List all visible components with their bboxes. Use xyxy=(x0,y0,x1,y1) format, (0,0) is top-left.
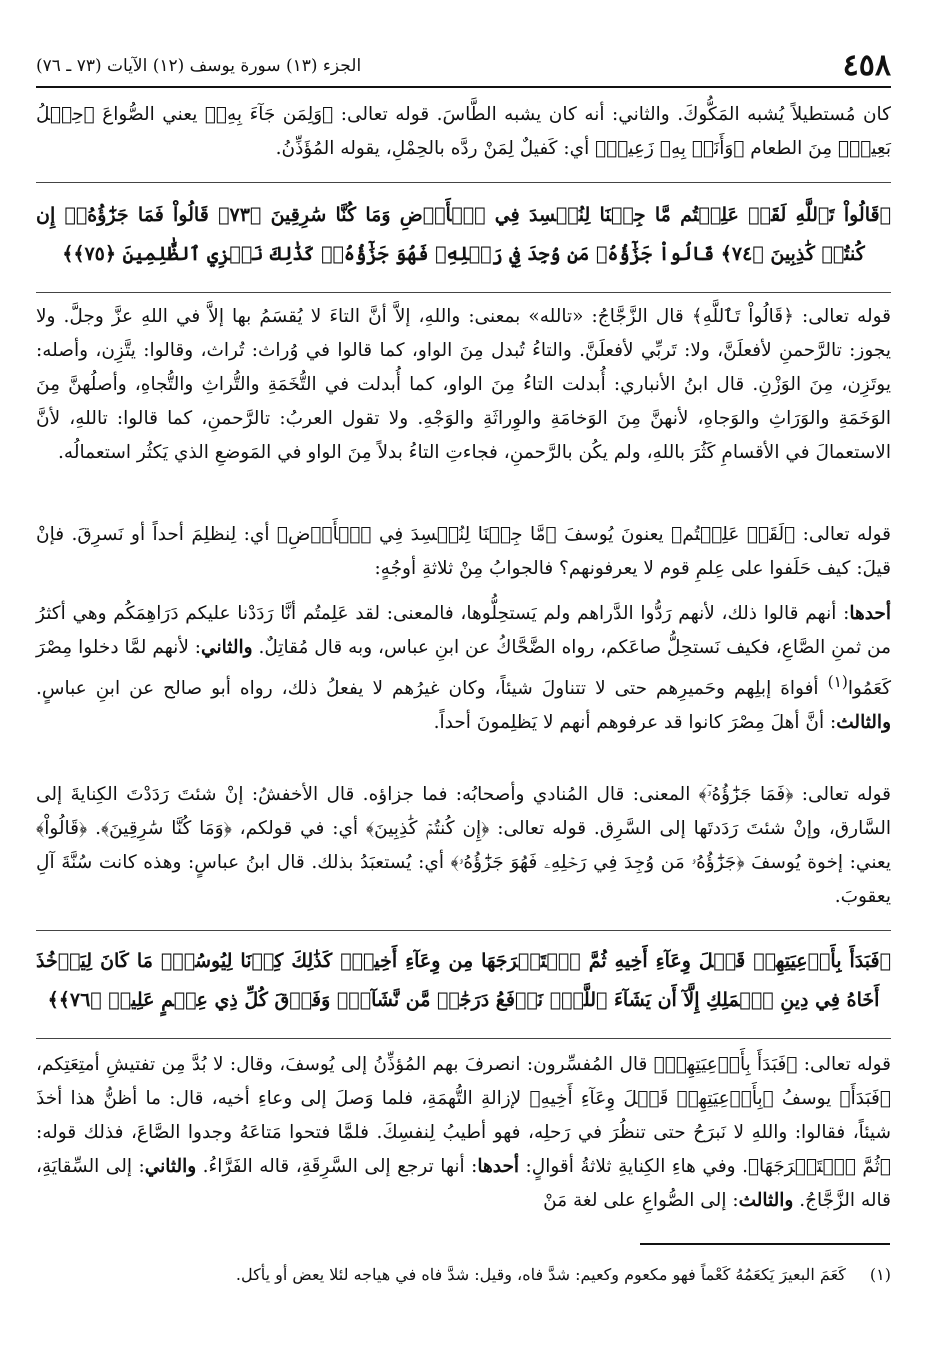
running-title: الجزء (١٣) سورة يوسف (١٢) الآيات (٧٣ ـ ٧٦) xyxy=(36,56,362,76)
quran-separator-bottom-2 xyxy=(36,1038,891,1039)
point-two-text-cont: أفواهَ إبلِهم وحَميرِهم حتى لا تتناولَ شيئاً، وكان غيرُهم لا يفعلُ ذلك، رواه أبو صالح عن ابنِ عباسٍ. xyxy=(36,678,828,700)
opinion-one-text: : أنها ترجع إلى السَّرِقَةِ، قاله الفَرَّاءُ. xyxy=(196,1156,478,1177)
point-one-label: أحدها xyxy=(849,603,891,624)
opinion-one-label: أحدها xyxy=(477,1156,520,1177)
paragraph-3: قوله تعالى: ﴿لَقَدۡ عَلِمۡتُم﴾ يعنونَ يُوسفَ ﴿مَّا جِئۡنَا لِنُفۡسِدَ فِي ٱلۡأَرۡضِ﴾ أي: لِنظلِمَ أحداً أو نَسرِقَ. فإنْ قيلَ: كيف حَلَفوا على عِلمِ قوم لا يعرفونهم؟ فالجوابُ مِنْ ثلاثةِ أوجُهٍ: xyxy=(36,524,891,579)
quran-block-1: ﴿قَالُواْ تَٱللَّهِ لَقَدۡ عَلِمۡتُم مَّا جِئۡنَا لِنُفۡسِدَ فِي ٱلۡأَرۡضِ وَمَا كُنَّا سَٰرِقِينَ ﴿٧٣﴾ قَالُواْ فَمَا جَزَٰٓؤُهُۥٓ إِن كُنتُمۡ كَٰذِبِينَ ﴿٧٤﴾ قَالُواْ جَزَٰٓؤُهُۥ مَن وُجِدَ فِي رَحۡلِهِۦ فَهُوَ جَزَٰٓؤُهُۥۚ كَذَٰلِكَ نَجۡزِي ٱلظَّٰلِمِينَ ﴿٧٥﴾﴾ xyxy=(36,204,891,265)
paragraph-4 xyxy=(36,597,891,740)
page-number: ٤٥٨ xyxy=(842,48,891,83)
quran-block-2: ﴿فَبَدَأَ بِأَوۡعِيَتِهِمۡ قَبۡلَ وِعَآءِ أَخِيهِ ثُمَّ ٱسۡتَخۡرَجَهَا مِن وِعَآءِ أَخِيهِۚ كَذَٰلِكَ كِدۡنَا لِيُوسُفَۖ مَا كَانَ لِيَأۡخُذَ أَخَاهُ فِي دِينِ ٱلۡمَلِكِ إِلَّآ أَن يَشَآءَ ٱللَّهُۚ نَرۡفَعُ دَرَجَٰتٖ مَّن نَّشَآءُۗ وَفَوۡقَ كُلِّ ذِي عِلۡمٍ عَلِيمٞ ﴿٧٦﴾﴾ xyxy=(36,950,891,1011)
page-header xyxy=(36,48,891,88)
paragraph-1: كان مُستطيلاً يُشبه المَكُّوكَ. والثاني: أنه كان يشبه الطَّاسَ. قوله تعالى: ﴿وَلِمَن جَآءَ بِهِۦ﴾ يعني الصُّواعَ ﴿حِمۡلُ بَعِيرٖ﴾ مِنَ الطعام ﴿وَأَنَا۠ بِهِۦ زَعِيمٞ﴾ أي: كَفيلٌ لِمَنْ ردَّه بالحِمْلِ، يقوله المُؤَذِّنُ. xyxy=(36,104,891,159)
opinion-two-text: : إلى السِّقايَةِ، قاله الزَّجَّاجُ. xyxy=(36,1156,891,1211)
footnote xyxy=(60,1262,891,1288)
footnote-text: كَعَمَ البعيرَ يَكعَمُهُ كَعْماً فهو مكعوم وكعيم: شدَّ فاه، وقيل: شدَّ فاه في هياجه لئلا يعض أو يأكل. xyxy=(235,1265,846,1284)
quran-separator-bottom xyxy=(36,292,891,293)
footnote-number: (١) xyxy=(869,1265,891,1284)
paragraph-6 xyxy=(36,1048,891,1218)
footnote-marker: (١) xyxy=(827,673,848,691)
point-two-text: : لأنهم لمَّا دخلوا مِصْرَ كَعَمُوا xyxy=(36,637,891,700)
point-one-text: : أنهم قالوا ذلك، لأنهم رَدُّوا الدَّراهم ولم يَستحِلُّوها، فالمعنى: لقد عَلِمتُم أنَّا رَدَدْنا عليكم دَرَاهِمَكُم وهي أكثرُ من ثمنِ الصَّاعِ، فكيف نَستحِلُّ صاعَكم، رواه الضَّحَّاكُ عن ابنِ عباس، وبه قال مُقاتِلٌ. xyxy=(36,603,892,658)
quran-separator-top xyxy=(36,182,891,183)
paragraph-5: قوله تعالى: ﴿فَمَا جَزَٰٓؤُهُۥٓ﴾ المعنى: قال المُنادي وأصحابُه: فما جزاؤه. قال الأخفشُ: إنْ شئتَ رَدَدْتَ الكِنايةَ إلى السَّارق، وإنْ شئتَ رَدَدتَها إلى السَّرِق. قوله تعالى: ﴿إِن كُنتُمۡ كَٰذِبِينَ﴾ أي: في قولكم، ﴿وَمَا كُنَّا سَٰرِقِينَ﴾. ﴿قَالُواْ﴾ يعني: إخوة يُوسفَ ﴿جَزَٰٓؤُهُۥ مَن وُجِدَ فِي رَحۡلِهِۦ فَهُوَ جَزَٰٓؤُهُۥ﴾ أي: يُستعبَدُ بذلك. قال ابنُ عباسٍ: وهذه كانت سُنَّةَ آلِ يعقوبَ. xyxy=(36,784,891,907)
footnote-rule xyxy=(640,1243,890,1245)
paragraph-6-text: قوله تعالى: ﴿فَبَدَأَ بِأَوۡعِيَتِهِمۡ﴾ قال المُفسِّرون: انصرفَ بهم المُؤذِّنُ إلى يُوسفَ، وقال: لا بُدَّ مِن تفتيشِ أمتِعَتِكم، ﴿فَبَدَأَ﴾ يوسفُ ﴿بِأَوۡعِيَتِهِمۡ قَبۡلَ وِعَآءِ أَخِيهِ﴾ لإزالةِ التُّهمَةِ، فلما وَصلَ إلى وعاءِ أخيه، قال: ما أظنُّ هذا أخذَ شيئاً، فقالوا: واللهِ لا نَبرَحُ حتى تنظُرَ في رَحلِه، فهو أطيبُ لِنفسِكَ. فلمَّا فتحوا مَتاعَهُ وجدوا الصَّاعَ، فذلك قوله: ﴿ثُمَّ ٱسۡتَخۡرَجَهَا﴾. وفي هاءِ الكِنايةِ ثلاثةُ أقوالٍ: xyxy=(36,1054,891,1177)
point-two-label: والثاني xyxy=(201,637,253,658)
opinion-three-label: والثالث xyxy=(738,1190,794,1211)
point-three-text: : أنَّ أهلَ مِصْرَ كانوا قد عرفوهم أنهم لا يَظلِمونَ أحداً. xyxy=(433,712,837,734)
point-three-label: والثالث xyxy=(836,712,891,734)
opinion-two-label: والثاني xyxy=(144,1156,197,1177)
paragraph-2: قوله تعالى: ﴿قَالُواْ تَٱللَّهِ﴾ قال الزَّجَّاجُ: «تالله» بمعنى: واللهِ، إلاَّ أنَّ التاءَ لا يُقسَمُ بها إلاَّ في اللهِ عزَّ وجلَّ. ولا يجوز: تالرَّحمنِ لأفعلَنَّ، ولا: تَربِّي لأفعلَنَّ. والتاءُ تُبدل مِنَ الواو، كما قالوا في وُراث: تُراث، وقالوا: يتَّزِن، وأصله: يوتَزِن، مِنَ الوَزْنِ. قال ابنُ الأنباري: أُبدلت التاءُ مِنَ الواو، كما أُبدلت في التُّخَمَةِ والتُّراثِ والتُّجاهِ، وأصلُهنَّ مِنَ الوَخَمَةِ والوَرَاثِ والوَجاهِ، لأنهنَّ مِنَ الوَخامَةِ والوِراثَةِ والوَجْهِ. ولا تقول العربُ: تالرَّحمنِ، كما قالوا: تاللهِ، لأنَّ الاستعمالَ في الأقسامِ كَثُرَ باللهِ، ولم يكُن بالرَّحمنِ، فجاءتِ التاءُ بدلاً مِنَ الواو في المَوضعِ الذي يَكثُر استعمالُه. xyxy=(36,306,891,463)
quran-separator-top-2 xyxy=(36,930,891,931)
opinion-three-text: : إلى الصُّواعِ على لغة مَنْ xyxy=(543,1190,739,1211)
